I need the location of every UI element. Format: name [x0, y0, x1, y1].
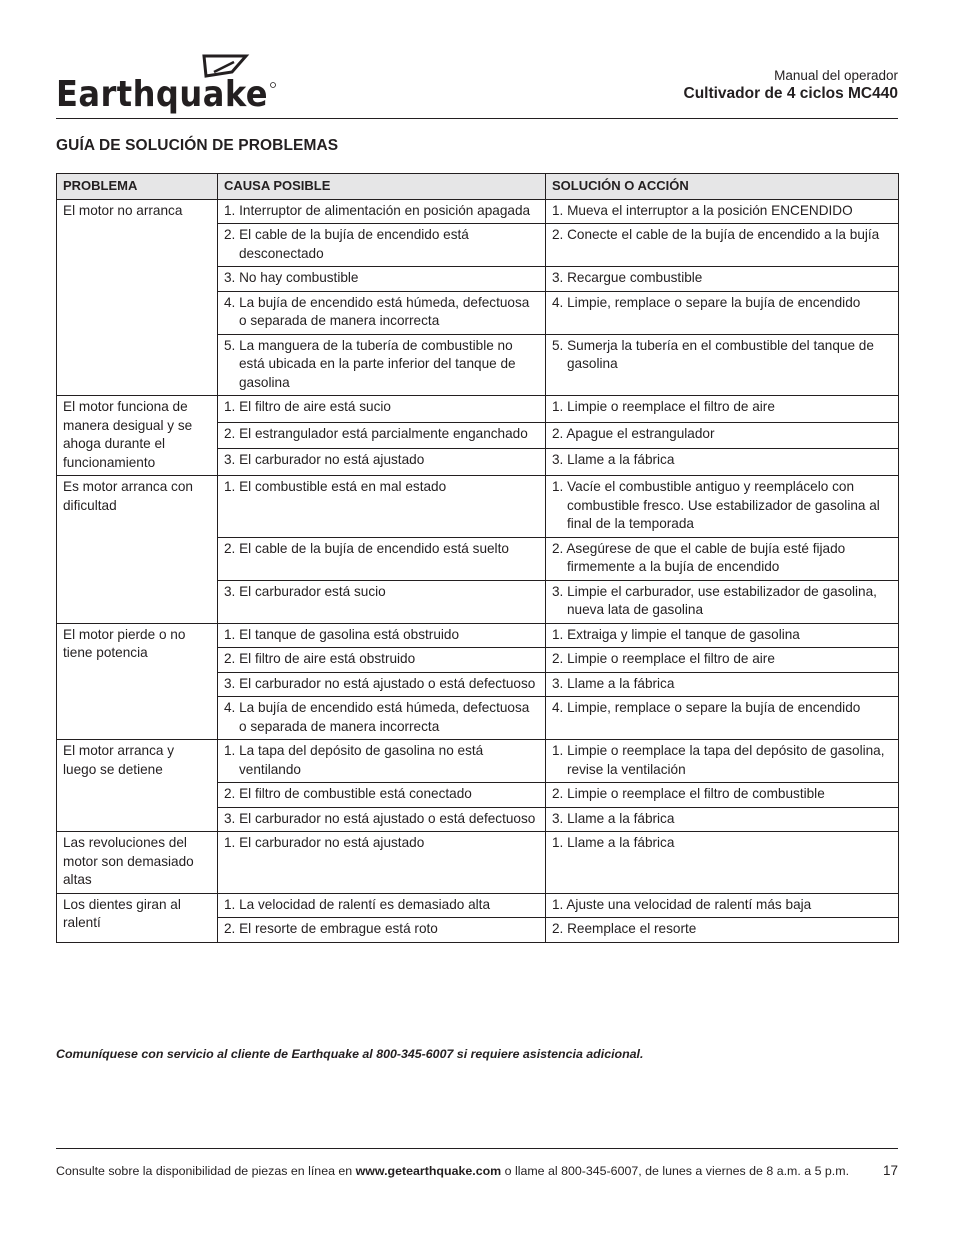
cause-text: 2. El estrangulador está parcialmente enganchado: [224, 425, 528, 441]
cause-text: 1. El combustible está en mal estado: [224, 479, 447, 494]
solution-cell: [546, 267, 899, 292]
troubleshooting-table: [56, 173, 899, 943]
solution-text: 3. Recargue combustible: [552, 270, 703, 285]
footer-text-after: o llame al 800-345-6007, de lunes a viernes de 8 a.m. a 5 p.m.: [501, 1164, 850, 1178]
solution-cell: [546, 697, 899, 740]
cause-text: 3. El carburador no está ajustado: [224, 452, 425, 468]
solution-cell: [546, 291, 899, 334]
cause-cell: [218, 893, 546, 918]
solution-text: 2. Limpie o reemplace el filtro de combustible: [552, 786, 825, 801]
solution-cell: [546, 783, 899, 808]
cause-text: 3. El carburador no está ajustado o está defectuoso: [224, 810, 536, 826]
solution-text: 1. Extraiga y limpie el tanque de gasolina: [552, 626, 800, 642]
solution-text: 1. Vacíe el combustible antiguo y reemplácelo con combustible fresco. Use estabilizador de gasolina al final de la temporada: [552, 479, 880, 531]
problem-cell: El motor funciona de manera desigual y se ahoga durante el funcionamiento: [57, 396, 218, 476]
solution-text: 2. Reemplace el resorte: [552, 921, 697, 936]
cause-cell: [218, 623, 546, 648]
solution-cell: [546, 449, 899, 476]
table-row: [57, 199, 899, 224]
column-header-solution: SOLUCIÓN O ACCIÓN: [546, 174, 899, 200]
problem-cell: El motor pierde o no tiene potencia: [57, 623, 218, 740]
page-header: [56, 50, 898, 118]
cause-cell: [218, 422, 546, 449]
cause-text: 5. La manguera de la tubería de combustible no está ubicada en la parte inferior del tanque de gasolina: [224, 337, 516, 390]
cause-cell: [218, 476, 546, 538]
table-row: [57, 476, 899, 538]
problem-cell: Los dientes giran al ralentí: [57, 893, 218, 942]
earthquake-logo: [56, 54, 278, 116]
cause-text: 2. El cable de la bujía de encendido está desconectado: [224, 227, 469, 261]
solution-cell: [546, 580, 899, 623]
solution-text: 1. Ajuste una velocidad de ralentí más baja: [552, 896, 812, 912]
solution-cell: [546, 807, 899, 832]
cause-text: 3. El carburador no está ajustado o está defectuoso: [224, 675, 536, 691]
page-number: 17: [882, 1163, 898, 1178]
cause-cell: [218, 697, 546, 740]
solution-text: 4. Limpie, remplace o separe la bujía de encendido: [552, 700, 861, 715]
footer-divider: [56, 1148, 898, 1149]
table-body: [57, 199, 899, 942]
table-row: [57, 832, 899, 894]
solution-cell: [546, 648, 899, 673]
solution-text: 5. Sumerja la tubería en el combustible del tanque de gasolina: [552, 337, 874, 371]
solution-text: 1. Mueva el interruptor a la posición ENCENDIDO: [552, 202, 853, 218]
solution-cell: [546, 476, 899, 538]
cause-text: 3. El carburador está sucio: [224, 583, 386, 599]
solution-cell: [546, 199, 899, 224]
problem-cell: El motor no arranca: [57, 199, 218, 396]
cause-cell: [218, 224, 546, 267]
cause-text: 1. La velocidad de ralentí es demasiado alta: [224, 896, 491, 912]
cause-cell: [218, 537, 546, 580]
cause-text: 2. El resorte de embrague está roto: [224, 921, 438, 936]
table-row: [57, 893, 899, 918]
cause-cell: [218, 396, 546, 423]
table-row: [57, 396, 899, 423]
cause-cell: [218, 648, 546, 673]
problem-cell: El motor arranca y luego se detiene: [57, 740, 218, 832]
cause-cell: [218, 449, 546, 476]
cause-cell: [218, 291, 546, 334]
solution-text: 3. Llame a la fábrica: [552, 810, 675, 826]
solution-cell: [546, 918, 899, 943]
solution-cell: [546, 422, 899, 449]
table-row: [57, 740, 899, 783]
solution-cell: [546, 334, 899, 396]
svg-text:Earthquake: Earthquake: [56, 74, 268, 115]
solution-text: 3. Llame a la fábrica: [552, 452, 675, 468]
cause-cell: [218, 918, 546, 943]
support-note: Comuníquese con servicio al cliente de Earthquake al 800-345-6007 si requiere asistencia adicional.: [56, 1047, 644, 1061]
solution-text: 3. Llame a la fábrica: [552, 675, 675, 691]
cause-cell: [218, 832, 546, 894]
solution-cell: [546, 623, 899, 648]
cause-text: 2. El cable de la bujía de encendido está suelto: [224, 540, 509, 556]
cause-text: 3. No hay combustible: [224, 270, 359, 285]
solution-cell: [546, 832, 899, 894]
cause-cell: [218, 334, 546, 396]
cause-text: 1. Interruptor de alimentación en posición apagada: [224, 202, 531, 218]
footer-url[interactable]: www.getearthquake.com: [355, 1164, 502, 1178]
footer-text-before: Consulte sobre la disponibilidad de piezas en línea en: [56, 1164, 356, 1178]
solution-cell: [546, 672, 899, 697]
solution-text: 2. Asegúrese de que el cable de bujía esté fijado firmemente a la bujía de encendido: [552, 540, 846, 574]
solution-text: 2. Limpie o reemplace el filtro de aire: [552, 651, 775, 666]
header-divider: [56, 118, 898, 119]
cause-cell: [218, 783, 546, 808]
header-titles: [684, 68, 899, 104]
solution-text: 1. Limpie o reemplace el filtro de aire: [552, 399, 775, 414]
solution-cell: [546, 893, 899, 918]
table-header-row: [57, 174, 899, 200]
section-title: GUÍA DE SOLUCIÓN DE PROBLEMAS: [56, 137, 339, 154]
solution-text: 4. Limpie, remplace o separe la bujía de encendido: [552, 294, 861, 310]
solution-text: 2. Apague el estrangulador: [552, 425, 715, 441]
manual-label: Manual del operador: [774, 68, 898, 83]
solution-text: 3. Limpie el carburador, use estabilizador de gasolina, nueva lata de gasolina: [552, 583, 877, 617]
cause-cell: [218, 807, 546, 832]
cause-cell: [218, 672, 546, 697]
cause-cell: [218, 580, 546, 623]
product-title: Cultivador de 4 ciclos MC440: [683, 85, 898, 102]
column-header-problem: PROBLEMA: [57, 174, 218, 200]
cause-text: 2. El filtro de combustible está conectado: [224, 786, 472, 801]
solution-cell: [546, 740, 899, 783]
column-header-cause: CAUSA POSIBLE: [218, 174, 546, 200]
solution-cell: [546, 537, 899, 580]
cause-cell: [218, 740, 546, 783]
solution-text: 1. Llame a la fábrica: [552, 835, 675, 850]
cause-text: 1. El filtro de aire está sucio: [224, 399, 391, 414]
solution-text: 1. Limpie o reemplace la tapa del depósito de gasolina, revise la ventilación: [552, 743, 885, 777]
solution-cell: [546, 396, 899, 423]
cause-text: 4. La bujía de encendido está húmeda, defectuosa o separada de manera incorrecta: [224, 294, 530, 328]
cause-text: 1. El tanque de gasolina está obstruido: [224, 626, 460, 642]
page-footer: [56, 1164, 898, 1178]
cause-cell: [218, 199, 546, 224]
solution-cell: [546, 224, 899, 267]
problem-cell: Las revoluciones del motor son demasiado altas: [57, 832, 218, 894]
problem-cell: Es motor arranca con dificultad: [57, 476, 218, 624]
cause-text: 1. El carburador no está ajustado: [224, 835, 425, 850]
cause-text: 2. El filtro de aire está obstruido: [224, 651, 416, 666]
cause-text: 4. La bujía de encendido está húmeda, defectuosa o separada de manera incorrecta: [224, 700, 530, 734]
table-row: [57, 623, 899, 648]
solution-text: 2. Conecte el cable de la bujía de encendido a la bujía: [552, 227, 880, 242]
cause-cell: [218, 267, 546, 292]
cause-text: 1. La tapa del depósito de gasolina no está ventilando: [224, 743, 484, 777]
